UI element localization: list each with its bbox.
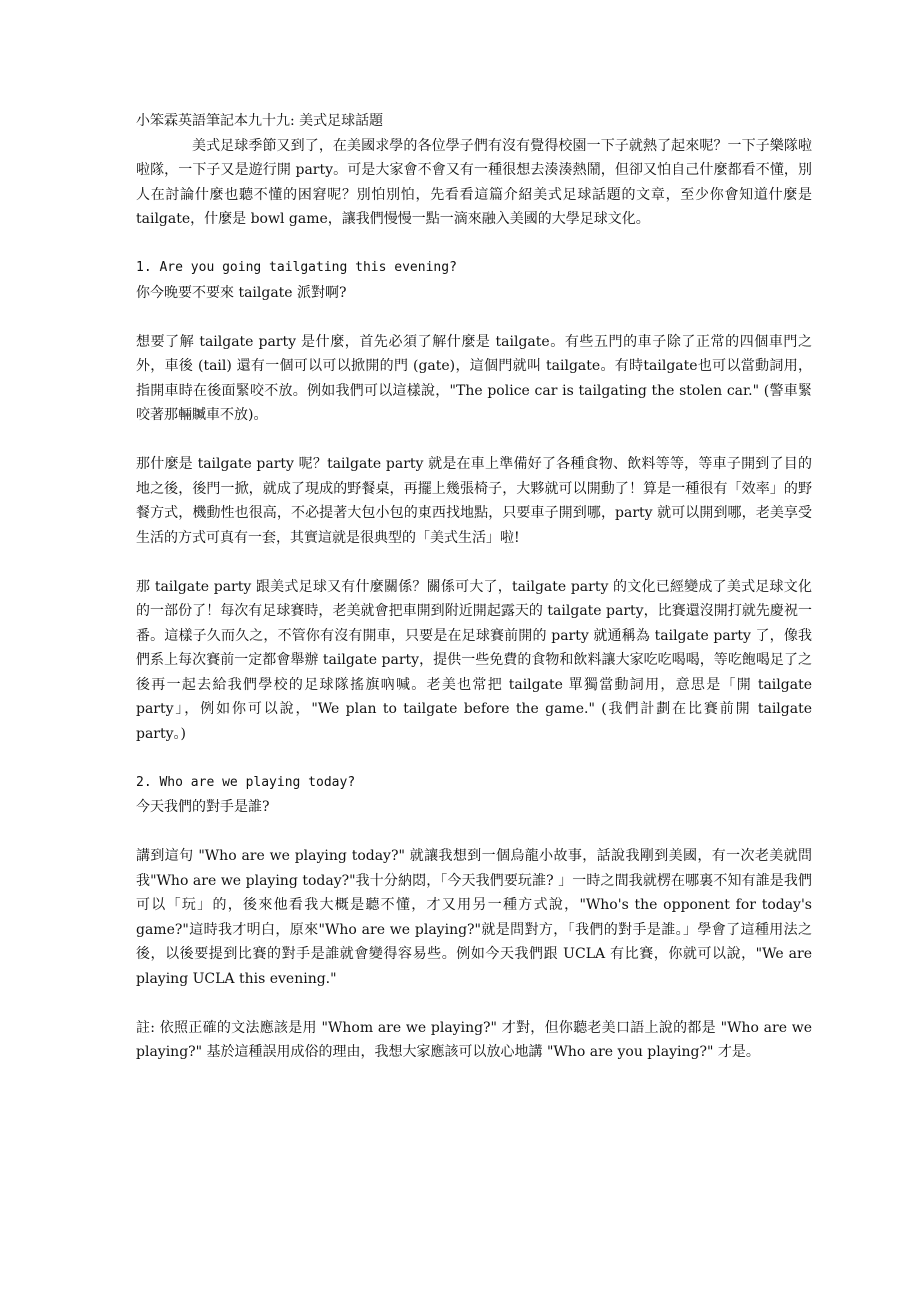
- question-2-english: 2. Who are we playing today?: [136, 774, 356, 790]
- question-2-chinese: 今天我們的對手是誰?: [136, 799, 270, 815]
- document-body: [136, 109, 812, 1065]
- document-title: 小笨霖英語筆記本九十九: 美式足球話題: [136, 113, 384, 129]
- question-1-english: 1. Are you going tailgating this evening?: [136, 260, 457, 275]
- football-culture-paragraph: 那 tailgate party 跟美式足球又有什麼關係？關係可大了，tailgate party 的文化已經變成了美式足球文化的一部份了！每次有足球賽時，老美就會把車開到附近開起露天的 tailgate party，比賽還沒開打就先慶祝一番。這樣子久而久之，不管你有沒有開車，只要是在足球賽前開的 party 就通稱為 tailgate party 了，像我們系上每次賽前一定都會舉辦 tailgate party，提供一些免費的食物和飲料讓大家吃吃喝喝，等吃飽喝足了之後再一起去給我們學校的足球隊搖旗吶喊。老美也常把 tailgate 單獨當動詞用，意思是「開 tailgate party」，例如你可以說，"We plan to tailgate before the game." (我們計劃在比賽前開 tailgate party。): [136, 578, 812, 742]
- grammar-note-paragraph: 註: 依照正確的文法應該是用 "Whom are we playing?" 才對，但你聽老美口語上說的都是 "Who are we playing?" 基於這種誤用成俗的理由，我想大家應該可以放心地講 "Who are you playing?" 才是。: [136, 1019, 812, 1060]
- intro-paragraph: 美式足球季節又到了，在美國求學的各位學子們有沒有覺得校園一下子就熱了起來呢？一下子樂隊啦啦隊，一下子又是遊行開 party。可是大家會不會又有一種很想去湊湊熱鬧，但卻又怕自己什麼都看不懂，別人在討論什麼也聽不懂的困窘呢？別怕別怕，先看看這篇介紹美式足球話題的文章，至少你會知道什麼是 tailgate，什麼是 bowl game，讓我們慢慢一點一滴來融入美國的大學足球文化。: [136, 137, 812, 227]
- spacer: [136, 820, 812, 845]
- spacer: [136, 428, 812, 453]
- spacer: [136, 232, 812, 257]
- tailgate-party-paragraph: 那什麼是 tailgate party 呢？tailgate party 就是在車上準備好了各種食物、飲料等等，等車子開到了目的地之後，後門一掀，就成了現成的野餐桌，再擺上幾張椅子，大夥就可以開動了！算是一種很有「效率」的野餐方式，機動性也很高，不必提著大包小包的東西找地點，只要車子開到哪，party 就可以開到哪，老美享受生活的方式可真有一套，其實這就是很典型的「美式生活」啦!: [136, 456, 812, 546]
- tailgate-definition-paragraph: 想要了解 tailgate party 是什麼，首先必須了解什麼是 tailgate。有些五門的車子除了正常的四個車門之外，車後 (tail) 還有一個可以可以掀開的門 (gate)，這個門就叫 tailgate。有時tailgate也可以當動詞用，指開車時在後面緊咬不放。例如我們可以這樣說，"The police car is tailgating the stolen car." (警車緊咬著那輛贓車不放)。: [136, 333, 812, 423]
- who-are-we-playing-paragraph: 講到這句 "Who are we playing today?" 就讓我想到一個烏龍小故事，話說我剛到美國，有一次老美就問我"Who are we playing today?"我十分納悶，「今天我們要玩誰? 」一時之間我就楞在哪裏不知有誰是我們可以「玩」的，後來他看我大概是聽不懂，才又用另一種方式說，"Who's the opponent for today's game?"這時我才明白，原來"Who are we playing?"就是問對方，「我們的對手是誰。」學會了這種用法之後，以後要提到比賽的對手是誰就會變得容易些。例如今天我們跟 UCLA 有比賽，你就可以說，"We are playing UCLA this evening.": [136, 848, 812, 987]
- spacer: [136, 305, 812, 330]
- spacer: [136, 746, 812, 771]
- question-1-chinese: 你今晚要不要來 tailgate 派對啊?: [136, 284, 347, 301]
- spacer: [136, 550, 812, 575]
- spacer: [136, 991, 812, 1016]
